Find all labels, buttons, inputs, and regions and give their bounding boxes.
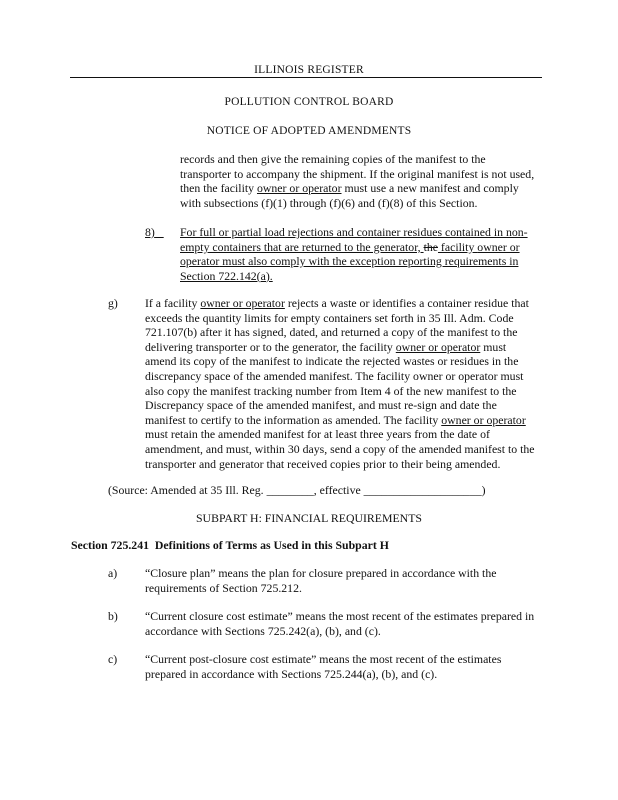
item-g-line: also copy the manifest tracking number from Item 4 of the new manifest to the — [145, 383, 517, 398]
header-rule — [70, 77, 542, 78]
item-8-line: Section 722.142(a). — [180, 268, 273, 283]
item-g-line: amend its copy of the manifest to indicate the rejected wastes or residues in the — [145, 354, 519, 369]
definition-a — [145, 566, 496, 595]
definition-line: “Current closure cost estimate” means the most recent of the estimates prepared in — [145, 609, 535, 623]
item-g-line: delivering transporter or to the generator, the facility owner or operator must — [145, 339, 507, 354]
source-line: (Source: Amended at 35 Ill. Reg. ________, effective ____________________) — [108, 483, 486, 497]
definition-line: requirements of Section 725.212. — [145, 580, 302, 595]
definition-line: prepared in accordance with Sections 725.244(a), (b), and (c). — [145, 666, 438, 681]
continuation-line: transporter to accompany the shipment. If the original manifest is not used, — [180, 166, 535, 181]
item-g-label: g) — [108, 296, 118, 310]
definition-a-label: a) — [108, 566, 118, 580]
definition-line: accordance with Sections 725.242(a), (b), and (c). — [145, 623, 381, 638]
definition-b — [145, 609, 534, 638]
continuation-line: records and then give the remaining copies of the manifest to the — [180, 152, 486, 166]
definition-line: “Closure plan” means the plan for closure prepared in accordance with the — [145, 566, 497, 580]
item-g-paragraph — [145, 296, 535, 471]
continuation-line: then the facility owner or operator must use a new manifest and comply — [180, 181, 519, 196]
item-8-line: empty containers that are returned to the generator, the facility owner or — [180, 239, 520, 254]
definition-c-label: c) — [108, 652, 118, 666]
item-8-line: operator must also comply with the exception reporting requirements in — [180, 254, 519, 269]
definition-b-label: b) — [108, 609, 118, 623]
item-g-line: must retain the amended manifest for at least three years from the date of — [145, 427, 490, 442]
section-heading: Section 725.241 Definitions of Terms as Used in this Subpart H — [71, 538, 389, 552]
item-g-line: transporter and generator that received copies prior to their being amended. — [145, 456, 501, 471]
item-8-line: For full or partial load rejections and container residues contained in non- — [180, 225, 528, 239]
item-g-line: discrepancy space of the amended manifest. The facility owner or operator must — [145, 368, 524, 383]
item-8-paragraph — [180, 225, 528, 283]
continuation-paragraph — [180, 152, 534, 210]
item-g-line: amendment, and must, within 30 days, send a copy of the amended manifest to the — [145, 441, 535, 456]
register-title: ILLINOIS REGISTER — [254, 64, 364, 76]
item-g-line: If a facility owner or operator rejects a waste or identifies a container residue that — [145, 296, 529, 310]
item-g-line: exceeds the quantity limits for empty containers set forth in 35 Ill. Adm. Code — [145, 310, 514, 325]
item-g-line: manifest to certify to the information as amended. The facility owner or operator — [145, 412, 526, 427]
item-8-label: 8) — [145, 225, 155, 239]
definition-c — [145, 652, 501, 681]
board-title: POLLUTION CONTROL BOARD — [224, 96, 394, 108]
continuation-line: with subsections (f)(1) through (f)(6) and (f)(8) of this Section. — [180, 195, 478, 210]
item-g-line: Discrepancy space of the amended manifest, and must re-sign and date the — [145, 398, 497, 413]
notice-title: NOTICE OF ADOPTED AMENDMENTS — [206, 125, 412, 137]
subpart-heading: SUBPART H: FINANCIAL REQUIREMENTS — [196, 511, 422, 525]
definition-line: “Current post-closure cost estimate” means the most recent of the estimates — [145, 652, 502, 666]
item-g-line: 721.107(b) after it has signed, dated, and returned a copy of the manifest to the — [145, 325, 518, 340]
